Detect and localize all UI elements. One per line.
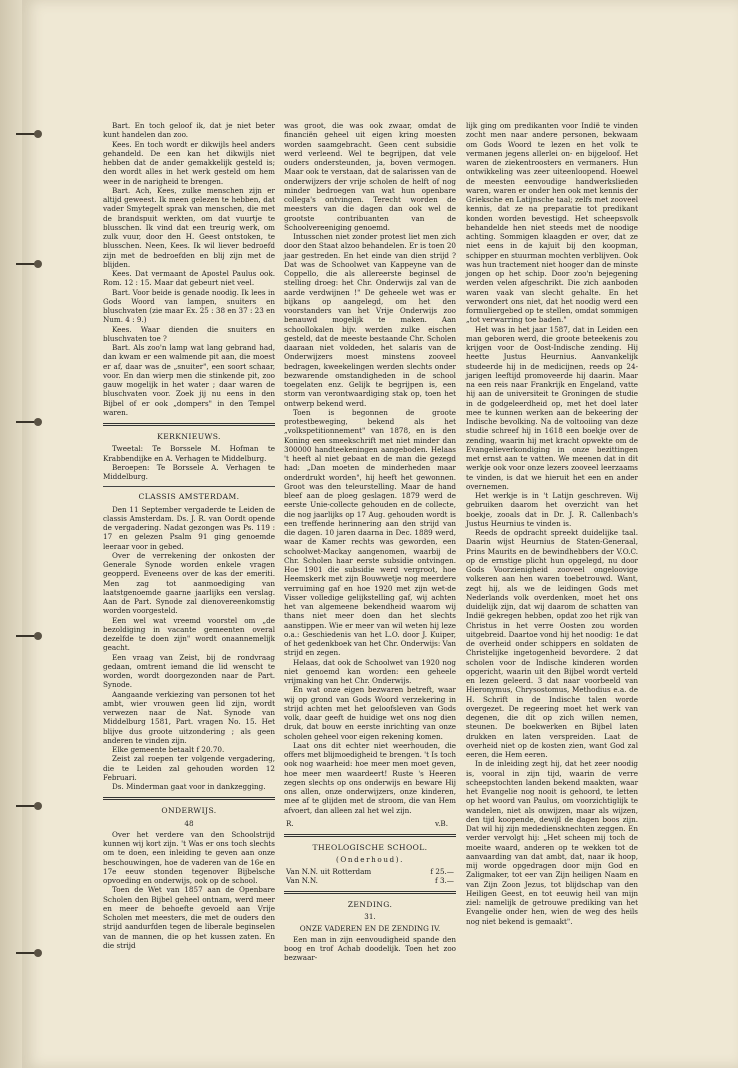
binding-hole [16,421,36,423]
classis-heading: CLASSIS AMSTERDAM. [138,492,240,502]
binding-edge [0,0,22,1068]
onderwijs-paragraph: Over het verdere van den Schoolstrijd kunnen wij kort zijn. 't Was er ons toch slechts om te doen, een inleiding te geven aan onze beschouwingen, hoe de vaderen van de 16e en 17e eeuw stonden tegenover Bijbelsche opvoeding en onderwijs, ook op de school. [103,829,275,885]
dialogue-paragraph: Kees. Waar dienden die snuiters en bluschvaten toe ? [103,324,275,343]
zending-paragraph: Reeds de opdracht spreekt duidelijke taal. Daarin wijst Heurnius de Staten-Generaal, Prins Maurits en de bewindhebbers der V.O.C. op de ernstige plicht hun opgelegd, nu door Gods Voorzienigheid zooveel ongeloovige volkeren aan hen waren toebetrouwd. Want, zegt hij, als we de leidingen Gods met Nederlands volk overdenken, moet het ons duidelijk zijn, dat wij daarom de schatten van Indië gekregen hebben, opdat zoo het rijk van Christus in het verre Oosten zou worden uitgebreid. Daartoe vond hij het noodig: 1e dat de overheid onder schippers en soldaten de Christelijke ingetogenheid bevordere. 2 dat scholen voor de Indische kinderen worden opgericht, waarin uit den Bijbel wordt verteld en lezen geleerd. 3 dat naar voorbeeld van Hieronymus, Chrysostomus, Methodius e.a. de H. Schrift in de Indische talen worde overgezet. De regeering moet het werk van degenen, die dit op zich willen nemen, steunen. De boekwerken en Bijbel laten drukken en laten verspreiden. Laat de overheid niet op de kosten zien, want God zal eeren, die Hem eeren. [466,528,638,759]
column-middle [284,121,456,963]
dialogue-paragraph: Bart. Als zoo'n lamp wat lang gebrand had, dan kwam er een walmende pit aan, die moest er af, daar was de „snuiter", een soort schaar, voor. En dan wierp men die stinkende pit, zoo gauw mogelijk in het water ; daar waren de bluschvaten voor. Zoek jij nu eens in den Bijbel of er ook „dompers" in den Tempel waren. [103,343,275,417]
classis-paragraph: Een vraag van Zeist, bij de rondvraag gedaan, omtrent iemand die lid wenscht te worden, wordt doorgezonden naar de Part. Synode. [103,652,275,690]
dialogue-paragraph: Bart. Voor beide is genade noodig. Ik lees in Gods Woord van lampen, snuiters en bluschvaten (zie maar Ex. 25 : 38 en 37 : 23 en Num. 4 : 9.) [103,287,275,325]
onderwijs-continued: was groot, die was ook zwaar, omdat de financiën geheel uit eigen kring moesten worden saamgebracht. Geen cent subsidie werd verleend. Wel te begrijpen, dat vele ouders ondersteunden, ja, boven vermogen. Maar ook te verstaan, dat de salarissen van de onderwijzers der vrije scholen de helft of nog minder bedroegen van wat hun openbare collega's ontvingen. Terecht worden de meesters van die dagen dan ook wel de grootste contribuanten van de Schoolvereeniging genoemd. [284,121,456,232]
section-divider [103,797,275,800]
zending-subheading: ONZE VADEREN EN DE ZENDING IV. [299,923,441,933]
zending-paragraph: In de inleiding zegt hij, dat het zeer noodig is, vooral in zijn tijd, waarin de verre scheepstochten landen bekend maakten, waar het Evangelie nog nooit is gehoord, te letten op het woord van Paulus, om voorzichtiglijk te wandelen, niet als onwijzen, maar als wijzen, den tijd koopende, dewijl de dagen boos zijn. Dat wil hij zijn medediensknechten zeggen. En verder vervolgt hij: „Het scheen mij toch de moeite waard, anderen op te wekken tot de aanvaarding van dat ambt, dat, naar ik hoop, mij worde opgedragen door mijn God en Zaligmaker, tot eer van Zijn heiligen Naam en van Zijn Zoon Jezus, tot blijdschap van den Heiligen Geest, en tot eeuwig heil van mijn ziel: namelijk de getrouwe prediking van het Evangelie onder hen, wien de weg des heils nog niet bekend is gemaakt". [466,759,638,926]
zending-continued: lijk ging om predikanten voor Indië te vinden zocht men naar andere personen, bekwaam om Gods Woord te lezen en het volk te vermanen jegens allerlei on- en bijgeloof. Het waren de ziekentroosters en vermaners. Hun ontwikkeling was zeer uiteenloopend. Hoewel de meesten eenvoudige handwerkslieden waren, waren er onder hen ook met kennis der Grieksche en Latijnsche taal; zelfs met zooveel kennis, dat ze na preparatie tot predikant konden worden bevestigd. Het scheepsvolk behandelde hen niet steeds met de noodige achting. Sommigen klaagden er over, dat ze niet eens in de kajuit bij den koopman, schipper en stuurman mochten verblijven. Ook was hun tractement niet hooger dan de minste jongen op het schip. Door zoo'n bejegening werden velen afgeschrikt. Die zich aanboden waren vaak van slecht gehalte. En het verwondert ons niet, dat het noodig werd een formuliergebed op te stellen, omdat sommigen „tot verwarring toe baden." [466,121,638,325]
dialogue-paragraph: Bart. En toch geloof ik, dat je niet beter kunt handelen dan zoo. [103,121,275,140]
classis-paragraph: Over de verrekening der onkosten der Generale Synode worden enkele vragen geopperd. Eveneens over de kas der emeriti. Men zag tot aanmoediging van laatstgenoemde gaarne jaarlijks een verslag. Aan de Part. Synode zal dienovereenkomstig worden voorgesteld. [103,550,275,616]
dialogue-paragraph: Bart. Ach, Kees, zulke menschen zijn er altijd geweest. Ik meen gelezen te hebben, dat vader Smytegelt sprak van menschen, die met de brandspuit werkten, om dat vuurtje te blusschen. Ik vind dat een treurig werk, om zulk vuur, door den H. Geest ontstoken, te blusschen. Neen, Kees. Ik wil liever bedroefd zijn met de bedroefden en blij zijn met de blijden. [103,185,275,269]
section-divider [284,891,456,894]
onderwijs-heading: ONDERWIJS. [161,806,217,816]
binding-hole [16,635,36,637]
gift-donor: Van N.N. [286,875,318,885]
onderwijs-paragraph: Toen is begonnen de groote protestbeweging, bekend als het „volkspetitionnement" van 1878, en is den Koning een smeekschrift met niet minder dan 300000 handteekeningen aangeboden. Helaas 't heeft al niet gebaat en de man die gezegd had: „Dan moeten de minderheden maar onderdrukt worden", hij heeft het gewonnen. Groot was den teleurstelling. Maar de hand bleef aan de ploeg geslagen. 1879 werd de eerste Unie-collecte gehouden en de collecte, die nog jaarlijks op 17 Aug. gehouden wordt is een treffende herinnering aan den strijd van die dagen. 10 jaren daarna in Dec. 1889 werd, waar de Kamer rechts was geworden, een schoolwet-Mackay aangenomen, waarbij de Chr. Scholen haar eerste subsidie ontvingen. Hoe 1901 die subsidie werd vergroot, hoe Heemskerk met zijn Bouwwetje nog meerdere verruiming gaf en hoe 1920 met zijn wet-de Visser volledige gelijkstelling gaf, wij achten het van algemeene bekendheid waarom wij thans niet meer doen dan het slechts aanstippen. Wie er meer van wil weten hij leze o.a.: Geschiedenis van het L.O. door J. Kuiper, of het gedenkboek van het Chr. Onderwijs: Van strijd en zegen. [284,407,456,658]
theologische-school-heading: THEOLOGISCHE SCHOOL. [312,843,428,852]
binding-hole [16,263,36,265]
section-divider [103,486,275,487]
signature-initial-right: v.B. [434,818,448,828]
binding-hole [16,952,36,954]
zending-number: 31. [364,912,376,922]
onderwijs-paragraph: En wat onze eigen bezwaren betreft, waar wij op grond van Gods Woord verzekering in strijd achten met het geloofsleven van Gods volk, daar geeft de huidige wet ons nog dien druk, dat bouw en eerste inrichting van onze scholen geheel voor eigen rekening komen. [284,685,456,741]
zending-paragraph: Het werkje is in 't Latijn geschreven. Wij gebruiken daarom het overzicht van het boekje, zooals dat in Dr. J. R. Callenbach's Justus Heurnius te vinden is. [466,491,638,528]
dialogue-paragraph: Kees. En toch wordt er dikwijls heel anders gehandeld. De een kan het dikwijls niet hebben dat de ander gemakkelijk gesteld is; den wordt alles in het werk gesteld om hem weer in de narigheid te brengen. [103,139,275,186]
kerknieuws-heading: KERKNIEUWS. [157,432,221,441]
onderwijs-number: 48 [184,818,194,828]
gift-row [286,867,454,876]
signature-line [286,819,448,828]
onderwijs-paragraph: Toen de Wet van 1857 aan de Openbare Scholen den Bijbel geheel ontnam, werd meer en meer de behoefte gevoeld aan Vrije Scholen met meesters, die met de ouders den strijd aandurfden tegen de liberale beginselen van de mannen, die op het kussen zaten. En die strijd [103,885,275,950]
section-divider [284,834,456,837]
zending-paragraph: Een man in zijn eenvoudigheid spande den boog en trof Achab doodelijk. Toen het zoo bezwaar- [284,934,456,963]
theologische-school-subheading: (Onderhoud). [335,855,405,865]
classis-paragraph: Elke gemeente betaalt f 20.70. [112,745,225,754]
dialogue-paragraph: Kees. Dat vermaant de Apostel Paulus ook. Rom. 12 : 15. Maar dat gebeurt niet veel. [103,269,275,288]
section-divider [103,423,275,426]
gift-amount: f 3.— [435,875,454,885]
binding-hole [16,133,36,135]
signature-initial-left: R. [286,818,294,828]
onderwijs-paragraph: Helaas, dat ook de Schoolwet van 1920 nog niet genoemd kan worden: een geheele vrijmaking van het Chr. Onderwijs. [284,657,456,685]
gift-donor: Van N.N. uit Rotterdam [286,866,372,876]
gift-amount: f 25.— [430,866,454,876]
column-right [466,121,638,926]
classis-paragraph: Aangaande verkiezing van personen tot het ambt, wier vrouwen geen lid zijn, wordt verwezen naar de Nat. Synode van Middelburg 1581, Part. vragen No. 15. Het blijve dus groote uitzondering ; als geen anderen te vinden zijn. [103,689,275,745]
kerknieuws-beroepen: Beroepen: Te Borssele A. Verhagen te Middelburg. [103,462,275,481]
onderwijs-paragraph: Intusschen niet zonder protest liet men zich door den Staat alzoo behandelen. Er is toen 20 jaar gestreden. En het einde van dien strijd ? Dat was de Schoolwet van Kappeyne van de Coppello, die als allereerste beginsel de stelling droeg: het Chr. Onderwijs zal van de aarde verdwijnen !" De geheele wet was er bijkans op aangelegd, om het den voorstanders van het Vrije Onderwijs zoo benauwd mogelijk te maken. Aan schoollokalen bijv. werden zulke eischen gesteld, dat de meeste bestaande Chr. Scholen daaraan niet voldeden, het salaris van de Onderwijzers moest minstens zooveel bedragen, kweekelingen werden slechts onder bezwarende omstandigheden in de school toegelaten enz. Gelijk te begrijpen is, een storm van verontwaardiging stak op, toen het ontwerp bekend werd. [284,232,456,408]
zending-heading: ZENDING. [347,900,393,909]
classis-paragraph: Den 11 September vergaderde te Leiden de classis Amsterdam. Ds. J. R. van Oordt opende de vergadering. Nadat gezongen was Ps. 119 : 17 en gelezen Psalm 91 ging genoemde leeraar voor in gebed. [103,504,275,551]
zending-paragraph: Het was in het jaar 1587, dat in Leiden een man geboren werd, die groote beteekenis zou krijgen voor de Oost-Indische zending. Hij heette Justus Heurnius. Aanvankelijk studeerde hij in de medicijnen, reeds op 24-jarigen leeftijd promoveerde hij daarin. Maar na een reis naar Frankrijk en Engeland, vatte hij aan de universiteit te Groningen de studie in de godgeleerdheid op, met het doel later mee te kunnen werken aan de bekeering der Indische bevolking. Na de voltooiing van deze studie schreef hij in 1618 een boekje over de zending, waarin hij met kracht opwekte om de Evangelieverkondiging in onze bezittingen met ernst aan te vatten. We meenen dat in dit werkje ook voor onze lezers zooveel leerzaams te vinden, is dat we hieruit het een en ander overnemen. [466,324,638,491]
kerknieuws-tweetal: Tweetal: Te Borssele M. Hofman te Krabbendijke en A. Verhagen te Middelburg. [103,444,275,463]
gift-row [286,876,454,885]
onderwijs-paragraph: Laat ons dit echter niet weerhouden, die offers met blijmoedigheid te brengen. 't Is toch ook nog waarheid: hoe meer men moet geven, hoe meer men waardeert! Ruste 's Heeren zegen slechts op ons onderwijs en beware Hij ons allen, onze onderwijzers, onze kinderen, mee af te glijden met de stroom, die van Hem afvoert, dan alleen zal het wel zijn. [284,740,456,815]
classis-paragraph: Ds. Minderman gaat voor in dankzegging. [112,782,266,791]
column-left [103,121,275,950]
classis-paragraph: Zeist zal roepen ter volgende vergadering, die te Leiden zal gehouden worden 12 Februari. [103,754,275,782]
classis-paragraph: Een wel wat vreemd voorstel om „de bezoldiging in vacante gemeenten overal dezelfde te doen zijn" wordt onaannemelijk geacht. [103,615,275,653]
binding-hole [16,805,36,807]
